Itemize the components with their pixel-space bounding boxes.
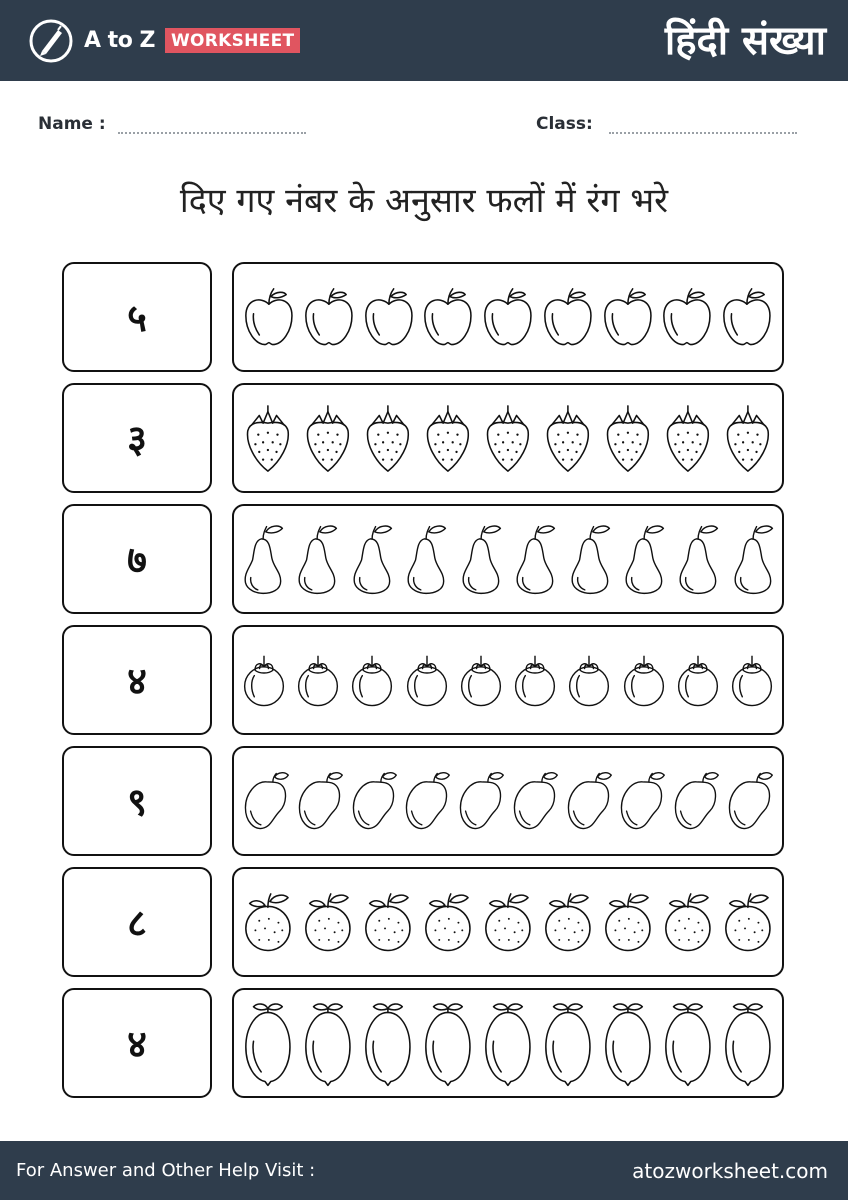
pear-icon[interactable] — [732, 523, 774, 595]
number-box: ४ — [62, 625, 212, 735]
class-label: Class: — [536, 114, 593, 134]
mango-icon[interactable] — [296, 770, 344, 832]
worksheet-row — [62, 867, 784, 977]
pear-icon[interactable] — [514, 523, 556, 595]
lemon-icon[interactable] — [542, 999, 594, 1087]
orange-icon[interactable] — [362, 890, 414, 953]
mango-icon[interactable] — [457, 770, 505, 832]
lemon-icon[interactable] — [302, 999, 354, 1087]
worksheet-row — [62, 746, 784, 856]
mango-icon[interactable] — [618, 770, 666, 832]
lemon-icon[interactable] — [602, 999, 654, 1087]
apple-icon[interactable] — [362, 285, 416, 348]
pear-icon[interactable] — [351, 523, 393, 595]
pen-logo-icon — [28, 18, 74, 64]
fruit-box — [232, 625, 784, 735]
orange-icon[interactable] — [662, 890, 714, 953]
mango-icon[interactable] — [511, 770, 559, 832]
fruit-box — [232, 988, 784, 1098]
footer-bar — [0, 1141, 848, 1200]
orange-icon[interactable] — [722, 890, 774, 953]
apple-icon[interactable] — [541, 285, 595, 348]
number-box: ५ — [62, 262, 212, 372]
footer-help-text: For Answer and Other Help Visit : — [16, 1160, 316, 1181]
pear-icon[interactable] — [405, 523, 447, 595]
orange-icon[interactable] — [242, 890, 294, 953]
lemon-icon[interactable] — [722, 999, 774, 1087]
class-blank[interactable] — [609, 116, 797, 134]
class-field[interactable] — [536, 114, 797, 134]
name-blank[interactable] — [118, 116, 306, 134]
strawberry-icon[interactable] — [542, 402, 594, 475]
strawberry-icon[interactable] — [722, 402, 774, 475]
pear-icon[interactable] — [460, 523, 502, 595]
number-box: ८ — [62, 867, 212, 977]
apple-icon[interactable] — [601, 285, 655, 348]
strawberry-icon[interactable] — [362, 402, 414, 475]
worksheet-row — [62, 504, 784, 614]
mangosteen-icon[interactable] — [730, 651, 774, 709]
mangosteen-icon[interactable] — [676, 651, 720, 709]
strawberry-icon[interactable] — [242, 402, 294, 475]
brand-text: A to Z — [84, 28, 155, 53]
orange-icon[interactable] — [542, 890, 594, 953]
page-title: हिंदी संख्या — [664, 17, 826, 64]
number-box: ७ — [62, 504, 212, 614]
lemon-icon[interactable] — [362, 999, 414, 1087]
mangosteen-icon[interactable] — [622, 651, 666, 709]
mango-icon[interactable] — [565, 770, 613, 832]
apple-icon[interactable] — [720, 285, 774, 348]
mango-icon[interactable] — [726, 770, 774, 832]
strawberry-icon[interactable] — [662, 402, 714, 475]
pear-icon[interactable] — [677, 523, 719, 595]
mango-icon[interactable] — [350, 770, 398, 832]
orange-icon[interactable] — [482, 890, 534, 953]
apple-icon[interactable] — [481, 285, 535, 348]
mangosteen-icon[interactable] — [350, 651, 394, 709]
name-label: Name : — [38, 114, 106, 134]
mangosteen-icon[interactable] — [405, 651, 449, 709]
mango-icon[interactable] — [403, 770, 451, 832]
pear-icon[interactable] — [623, 523, 665, 595]
mangosteen-icon[interactable] — [567, 651, 611, 709]
mangosteen-icon[interactable] — [513, 651, 557, 709]
number-box: ३ — [62, 383, 212, 493]
fruit-box — [232, 504, 784, 614]
strawberry-icon[interactable] — [482, 402, 534, 475]
worksheet-row — [62, 383, 784, 493]
mangosteen-icon[interactable] — [296, 651, 340, 709]
pear-icon[interactable] — [569, 523, 611, 595]
apple-icon[interactable] — [660, 285, 714, 348]
apple-icon[interactable] — [421, 285, 475, 348]
fruit-box — [232, 383, 784, 493]
number-box: ४ — [62, 988, 212, 1098]
worksheet-row — [62, 988, 784, 1098]
lemon-icon[interactable] — [422, 999, 474, 1087]
lemon-icon[interactable] — [662, 999, 714, 1087]
number-box: ९ — [62, 746, 212, 856]
footer-site-link[interactable]: atozworksheet.com — [632, 1158, 828, 1183]
apple-icon[interactable] — [302, 285, 356, 348]
brand — [28, 18, 300, 64]
strawberry-icon[interactable] — [422, 402, 474, 475]
pear-icon[interactable] — [296, 523, 338, 595]
name-field[interactable] — [38, 114, 306, 134]
student-info — [38, 114, 808, 144]
pear-icon[interactable] — [242, 523, 284, 595]
header-bar — [0, 0, 848, 81]
strawberry-icon[interactable] — [602, 402, 654, 475]
instruction-text: दिए गए नंबर के अनुसार फलों में रंग भरे — [179, 181, 669, 221]
mangosteen-icon[interactable] — [242, 651, 286, 709]
mango-icon[interactable] — [242, 770, 290, 832]
fruit-box — [232, 867, 784, 977]
orange-icon[interactable] — [422, 890, 474, 953]
fruit-box — [232, 746, 784, 856]
strawberry-icon[interactable] — [302, 402, 354, 475]
mango-icon[interactable] — [672, 770, 720, 832]
apple-icon[interactable] — [242, 285, 296, 348]
worksheet-row — [62, 625, 784, 735]
fruit-box — [232, 262, 784, 372]
worksheet-row — [62, 262, 784, 372]
brand-badge: WORKSHEET — [165, 28, 300, 53]
orange-icon[interactable] — [302, 890, 354, 953]
mangosteen-icon[interactable] — [459, 651, 503, 709]
orange-icon[interactable] — [602, 890, 654, 953]
lemon-icon[interactable] — [482, 999, 534, 1087]
lemon-icon[interactable] — [242, 999, 294, 1087]
